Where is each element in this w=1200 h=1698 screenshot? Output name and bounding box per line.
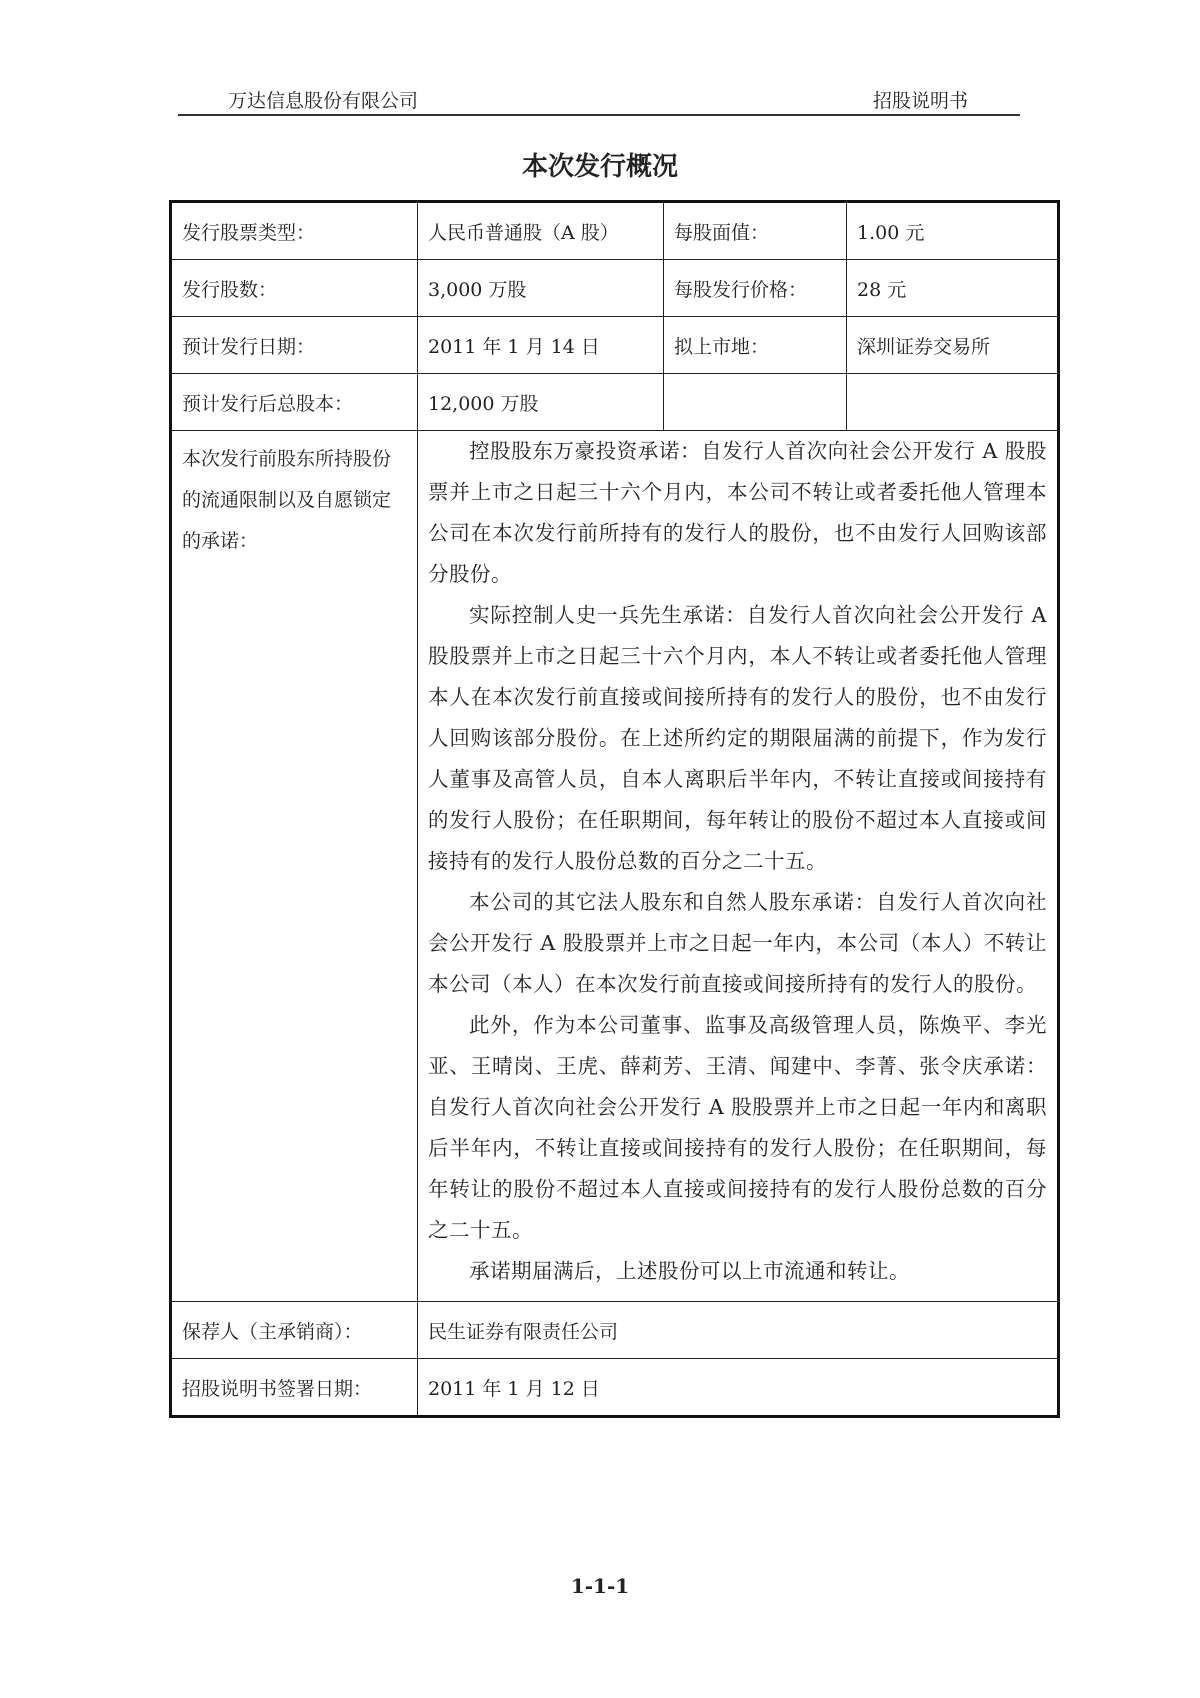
value-cell: 人民币普通股（A 股） [418, 202, 664, 260]
commitment-paragraph: 承诺期届满后，上述股份可以上市流通和转让。 [469, 1259, 910, 1283]
table-row-lockup [171, 431, 1059, 1302]
value-cell: 28 元 [847, 260, 1059, 317]
page-number: 1-1-1 [570, 1574, 630, 1598]
page-title: 本次发行概况 [521, 152, 678, 182]
label-cell: 预计发行日期： [171, 317, 418, 374]
value-cell: 3,000 万股 [418, 260, 664, 317]
lockup-label: 本次发行前股东所持股份的流通限制以及自愿锁定的承诺： [171, 431, 418, 1302]
value-cell: 1.00 元 [847, 202, 1059, 260]
commitment-paragraph: 控股股东万豪投资承诺：自发行人首次向社会公开发行 A 股股票并上市之日起三十六个月内，本公司不转让或者委托他人管理本公司在本次发行前所持有的发行人的股份，也不由发行人回购该部分股份。 [428, 439, 1047, 586]
label-cell: 每股发行价格： [664, 260, 847, 317]
label-cell: 拟上市地： [664, 317, 847, 374]
table-row [171, 1302, 1059, 1359]
label-cell: 招股说明书签署日期： [171, 1359, 418, 1417]
value-cell: 民生证券有限责任公司 [418, 1302, 1059, 1359]
document-type: 招股说明书 [872, 90, 968, 112]
commitment-paragraph: 此外，作为本公司董事、监事及高级管理人员，陈焕平、李光亚、王晴岗、王虎、薛莉芳、王清、闻建中、李菁、张令庆承诺：自发行人首次向社会公开发行 A 股股票并上市之日起一年内和离职后半年内，不转让直接或间接持有的发行人股份；在任职期间，每年转让的股份不超过本人直接或间接持有的发行人股份总数的百分之二十五。 [428, 1013, 1047, 1242]
label-cell: 预计发行后总股本： [171, 374, 418, 431]
offering-summary-table [169, 200, 1060, 1418]
commitment-paragraph: 本公司的其它法人股东和自然人股东承诺：自发行人首次向社会公开发行 A 股股票并上市之日起一年内，本公司（本人）不转让本公司（本人）在本次发行前直接或间接所持有的发行人的股份。 [428, 890, 1047, 996]
value-cell: 12,000 万股 [418, 374, 664, 431]
value-cell: 深圳证券交易所 [847, 317, 1059, 374]
label-cell: 保荐人（主承销商）： [171, 1302, 418, 1359]
value-cell: 2011 年 1 月 14 日 [418, 317, 664, 374]
lockup-commitments [418, 431, 1059, 1302]
table-row [171, 202, 1059, 260]
table-row [171, 374, 1059, 431]
table-row [171, 1359, 1059, 1417]
label-cell: 发行股票类型： [171, 202, 418, 260]
empty-cell [847, 374, 1059, 431]
value-cell: 2011 年 1 月 12 日 [418, 1359, 1059, 1417]
page-header [178, 84, 1020, 116]
empty-cell [664, 374, 847, 431]
label-cell: 每股面值： [664, 202, 847, 260]
commitment-paragraph: 实际控制人史一兵先生承诺：自发行人首次向社会公开发行 A 股股票并上市之日起三十六个月内，本人不转让或者委托他人管理本人在本次发行前直接或间接所持有的发行人的股份，也不由发行人回购该部分股份。在上述所约定的期限届满的前提下，作为发行人董事及高管人员，自本人离职后半年内，不转让直接或间接持有的发行人股份；在任职期间，每年转让的股份不超过本人直接或间接持有的发行人股份总数的百分之二十五。 [428, 603, 1047, 873]
table-row [171, 317, 1059, 374]
table-row [171, 260, 1059, 317]
company-name: 万达信息股份有限公司 [228, 90, 419, 112]
label-cell: 发行股数： [171, 260, 418, 317]
